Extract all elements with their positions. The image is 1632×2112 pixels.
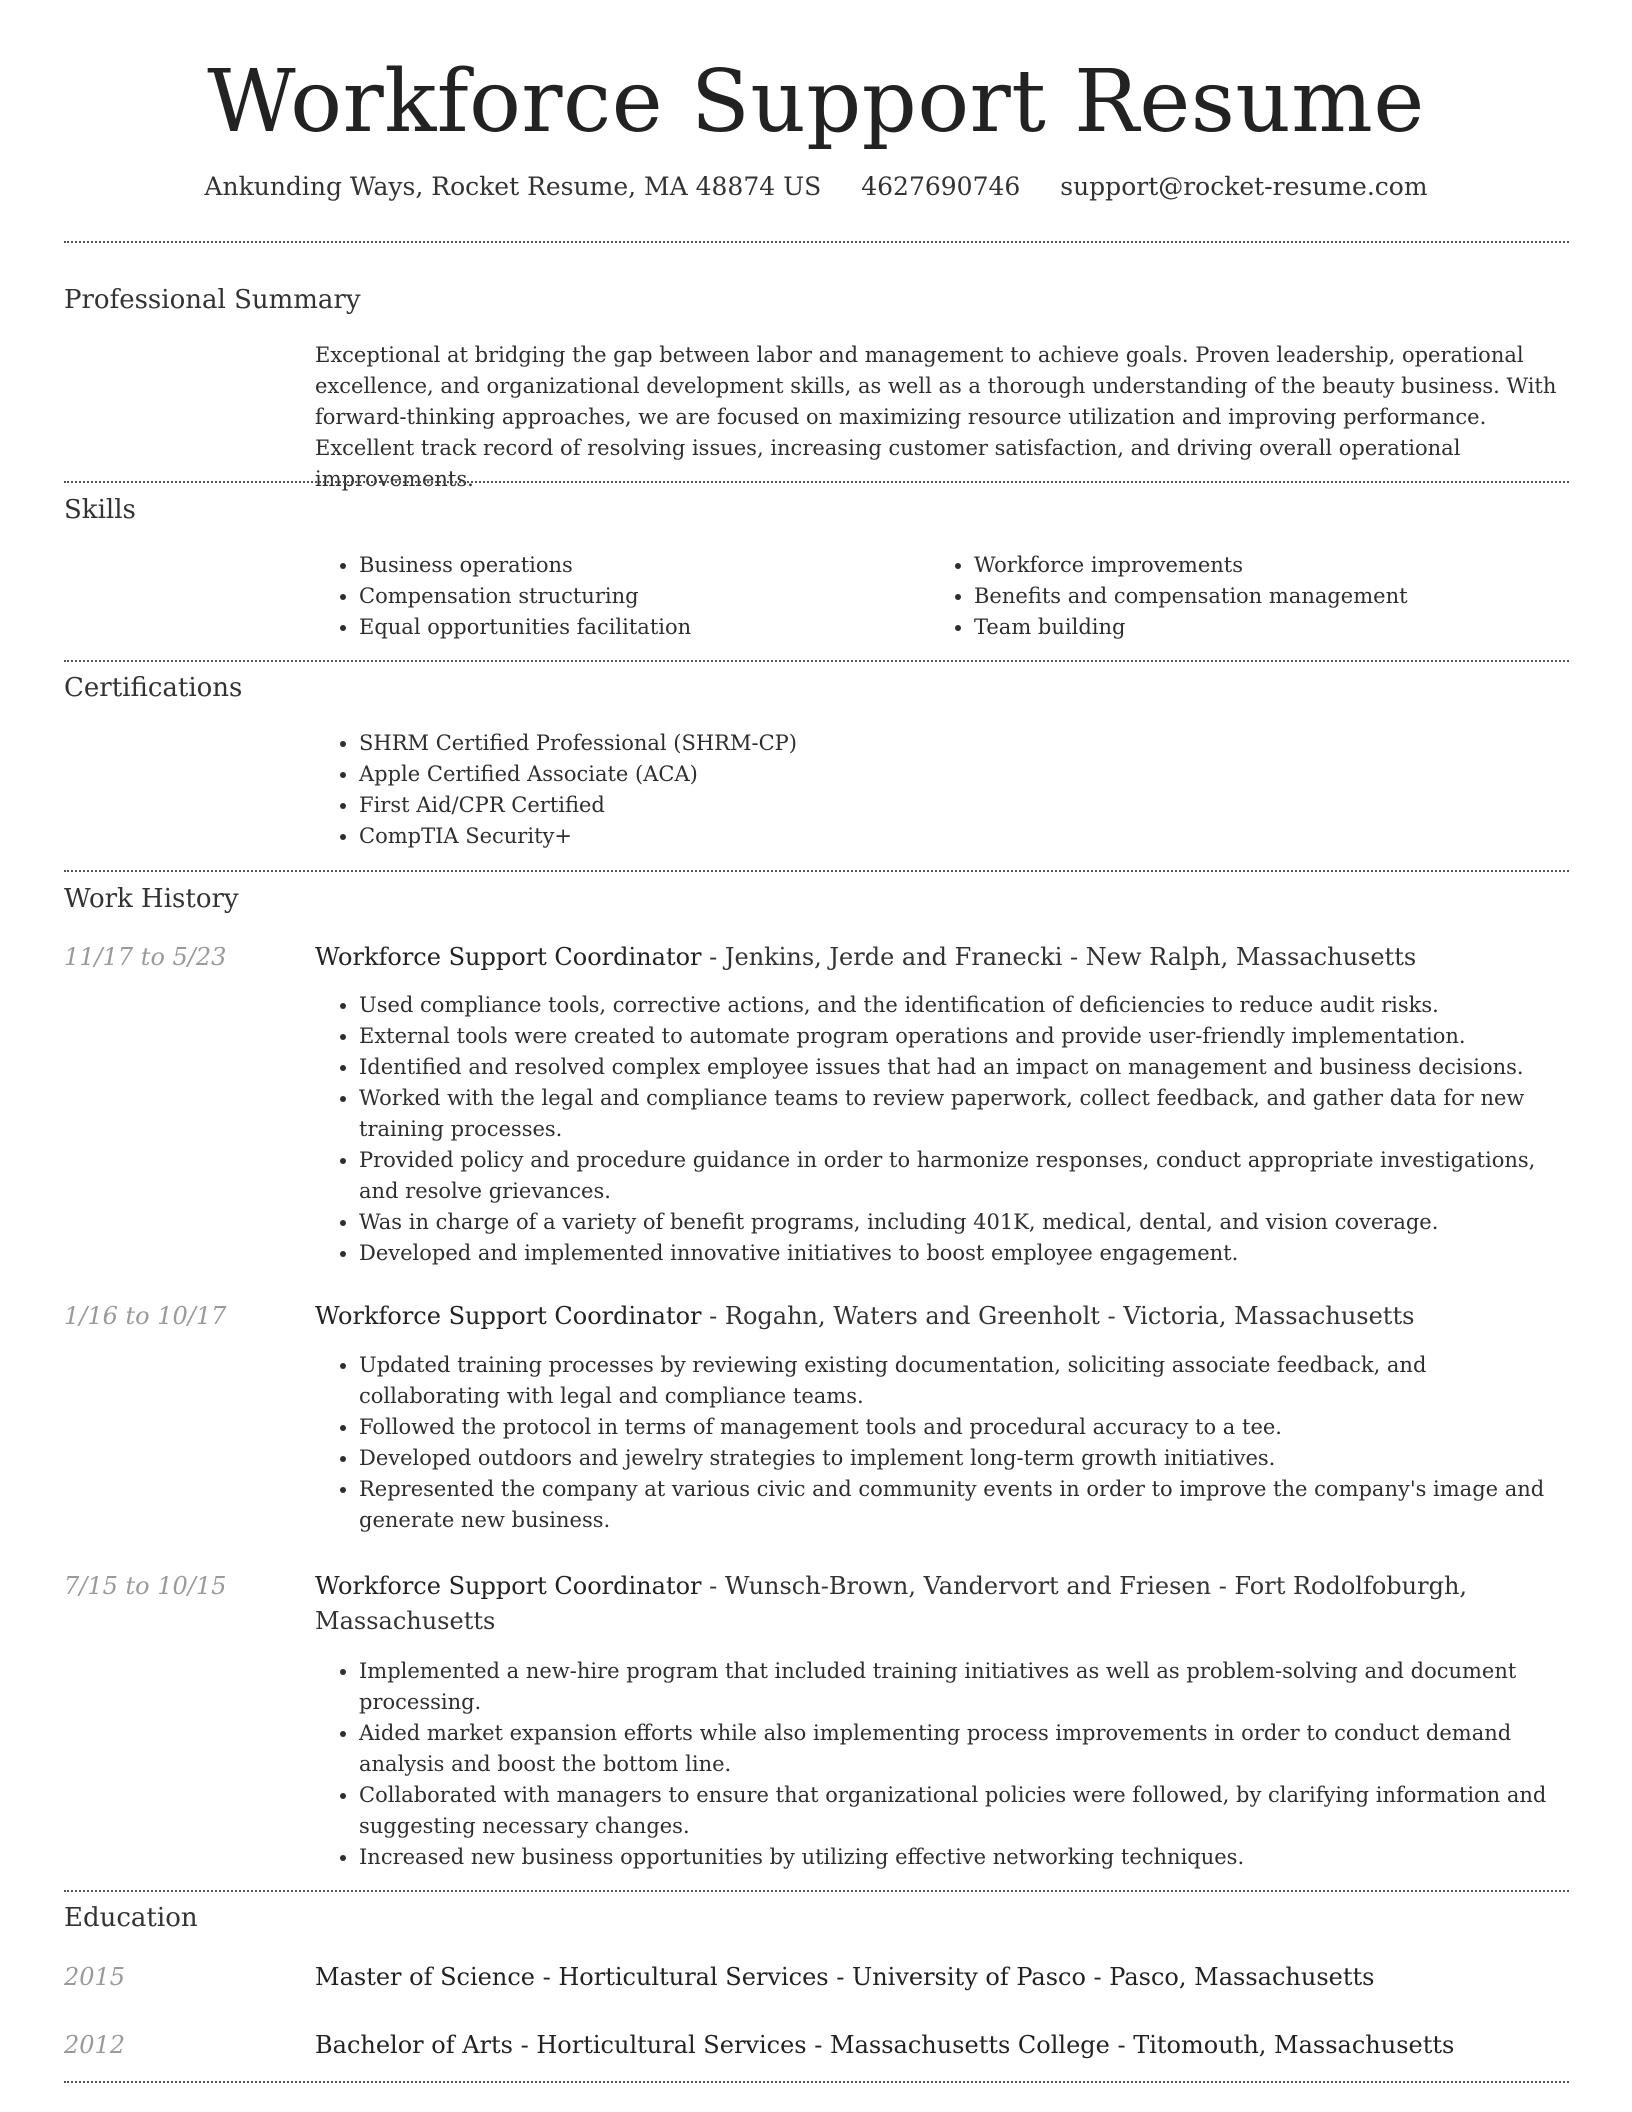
section-title-education: Education xyxy=(64,1903,198,1933)
list-item: • Developed and implemented innovative initiatives to boost employee engagement. xyxy=(359,1238,1569,1269)
divider xyxy=(64,660,1569,662)
job-employer: - Jenkins, Jerde and Franecki - New Ralph, Massachusetts xyxy=(701,943,1417,971)
list-item: • SHRM Certified Professional (SHRM-CP) xyxy=(359,728,1569,759)
list-item: • CompTIA Security+ xyxy=(359,821,1569,852)
list-item: • Used compliance tools, corrective actions, and the identification of deficiencies to reduce audit risks. xyxy=(359,990,1569,1021)
education-year: 2012 xyxy=(64,2031,126,2059)
contact-line xyxy=(0,170,1632,204)
list-item: • Represented the company at various civic and community events in order to improve the company's image and generate new business. xyxy=(359,1474,1569,1536)
contact-address: Ankunding Ways, Rocket Resume, MA 48874 US xyxy=(204,172,822,201)
divider xyxy=(64,481,1569,483)
divider xyxy=(64,1890,1569,1892)
education-degree: Bachelor of Arts - Horticultural Services xyxy=(315,2031,807,2059)
list-item: • Apple Certified Associate (ACA) xyxy=(359,759,1569,790)
list-item: • Workforce improvements xyxy=(974,550,1604,581)
job-bullets xyxy=(315,1350,1569,1536)
job-employer: - Wunsch-Brown, Vandervort and Friesen - Fort Rodolfoburgh, Massachusetts xyxy=(315,1572,1468,1635)
contact-phone: 4627690746 xyxy=(861,172,1021,201)
job-dates: 7/15 to 10/15 xyxy=(64,1572,227,1600)
list-item: • Business operations xyxy=(359,550,919,581)
list-item: • Compensation structuring xyxy=(359,581,919,612)
certifications-list xyxy=(315,728,1569,852)
job-dates: 1/16 to 10/17 xyxy=(64,1302,227,1330)
education-degree: Master of Science - Horticultural Services xyxy=(315,1963,829,1991)
education-entry xyxy=(315,2028,1569,2062)
job-dates: 11/17 to 5/23 xyxy=(64,943,227,971)
job-heading xyxy=(315,940,1569,975)
job-bullets xyxy=(315,990,1569,1269)
job-position: Workforce Support Coordinator xyxy=(315,1302,702,1330)
job-employer: - Rogahn, Waters and Greenholt - Victoria, Massachusetts xyxy=(701,1302,1415,1330)
list-item: • Was in charge of a variety of benefit programs, including 401K, medical, dental, and vision coverage. xyxy=(359,1207,1569,1238)
list-item: • Increased new business opportunities by utilizing effective networking techniques. xyxy=(359,1842,1569,1873)
section-title-certifications: Certifications xyxy=(64,673,243,703)
list-item: • Developed outdoors and jewelry strategies to implement long-term growth initiatives. xyxy=(359,1443,1569,1474)
list-item: • Provided policy and procedure guidance in order to harmonize responses, conduct appropriate investigations, and resolve grievances. xyxy=(359,1145,1569,1207)
divider xyxy=(64,870,1569,872)
education-year: 2015 xyxy=(64,1963,126,1991)
job-bullets xyxy=(315,1656,1569,1873)
list-item: • Benefits and compensation management xyxy=(974,581,1604,612)
education-school: - Massachusetts College - Titomouth, Massachusetts xyxy=(806,2031,1455,2059)
list-item: • First Aid/CPR Certified xyxy=(359,790,1569,821)
section-title-summary: Professional Summary xyxy=(64,285,361,315)
job-position: Workforce Support Coordinator xyxy=(315,943,702,971)
section-title-skills: Skills xyxy=(64,495,136,525)
list-item: • Collaborated with managers to ensure that organizational policies were followed, by clarifying information and suggesting necessary changes. xyxy=(359,1780,1569,1842)
summary-text: Exceptional at bridging the gap between labor and management to achieve goals. Proven leadership, operational excellence, and organizational development skills, as well as a thorough understanding of the beauty business. With forward-thinking approaches, we are focused on maximizing resource utilization and improving performance. Excellent track record of resolving issues, increasing customer satisfaction, and driving overall operational improvements. xyxy=(315,343,1557,491)
list-item: • Worked with the legal and compliance teams to review paperwork, collect feedback, and gather data for new training processes. xyxy=(359,1083,1569,1145)
contact-email[interactable]: support@rocket-resume.com xyxy=(1060,172,1428,201)
job-heading xyxy=(315,1569,1569,1639)
education-entry xyxy=(315,1960,1569,1994)
divider xyxy=(64,2081,1569,2083)
list-item: • Aided market expansion efforts while also implementing process improvements in order to conduct demand analysis and boost the bottom line. xyxy=(359,1718,1569,1780)
divider xyxy=(64,241,1569,243)
skills-list-right xyxy=(930,550,1604,643)
education-school: - University of Pasco - Pasco, Massachusetts xyxy=(828,1963,1375,1991)
resume-title: Workforce Support Resume xyxy=(207,52,1425,152)
job-position: Workforce Support Coordinator xyxy=(315,1572,702,1600)
section-title-work-history: Work History xyxy=(64,884,239,914)
list-item: • External tools were created to automate program operations and provide user-friendly implementation. xyxy=(359,1021,1569,1052)
list-item: • Equal opportunities facilitation xyxy=(359,612,919,643)
list-item: • Followed the protocol in terms of management tools and procedural accuracy to a tee. xyxy=(359,1412,1569,1443)
skills-list-left xyxy=(315,550,919,643)
list-item: • Implemented a new-hire program that included training initiatives as well as problem-solving and document processing. xyxy=(359,1656,1569,1718)
list-item: • Identified and resolved complex employee issues that had an impact on management and business decisions. xyxy=(359,1052,1569,1083)
list-item: • Updated training processes by reviewing existing documentation, soliciting associate feedback, and collaborating with legal and compliance teams. xyxy=(359,1350,1569,1412)
job-heading xyxy=(315,1299,1569,1334)
list-item: • Team building xyxy=(974,612,1604,643)
